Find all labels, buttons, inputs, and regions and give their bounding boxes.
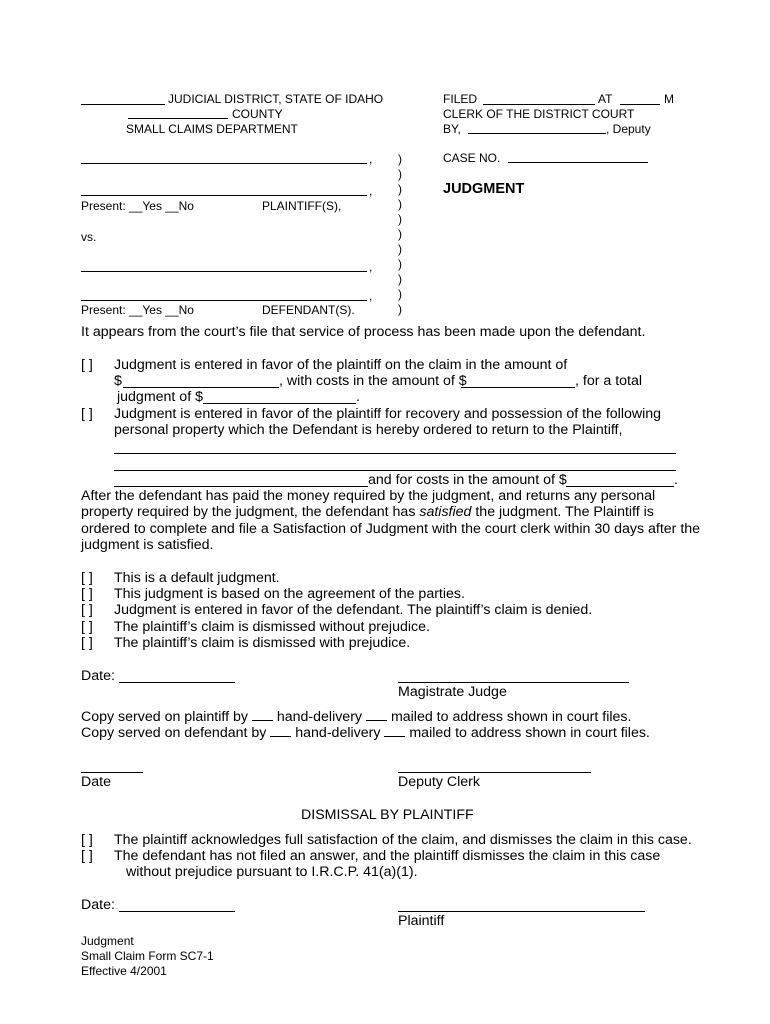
clerk-signature-line[interactable] [398, 772, 591, 773]
costs-text: , with costs in the amount of $ [279, 373, 467, 389]
case-no-blank[interactable] [508, 162, 648, 163]
defendant-hand-delivery-blank[interactable] [270, 726, 291, 737]
defendant-name-line-2[interactable] [81, 300, 367, 301]
property-judgment-text-1: Judgment is entered in favor of the plaintiff for recovery and possession of the following [114, 406, 662, 422]
satisfaction-line-2 [81, 504, 654, 520]
paren: ) [398, 227, 402, 241]
dismissed-with-prejudice-text: The plaintiff’s claim is dismissed with prejudice. [114, 635, 411, 651]
copy-defendant-line [81, 725, 650, 741]
dismissed-without-prejudice-checkbox[interactable]: [ ] [81, 619, 93, 635]
judge-signature-line[interactable] [398, 682, 629, 683]
plaintiff-date-blank[interactable] [119, 911, 235, 912]
defendant-favor-checkbox[interactable]: [ ] [81, 602, 93, 618]
by-label: BY, [443, 122, 461, 136]
footer-form-title: Judgment [81, 934, 134, 948]
defendant-name-line-1[interactable] [81, 271, 367, 272]
paren: ) [398, 242, 402, 256]
no-answer-dismissal-text-2: without prejudice pursuant to I.R.C.P. 41(a)(1). [126, 864, 418, 880]
no-answer-dismissal-text: The defendant has not filed an answer, and the plaintiff dismisses the claim in this case [114, 848, 661, 864]
judge-date-blank[interactable] [119, 682, 235, 683]
clerk-label: CLERK OF THE DISTRICT COURT [443, 107, 635, 121]
county-label: COUNTY [232, 107, 283, 121]
total-text: , for a total [575, 373, 643, 389]
total-judgment-blank[interactable] [203, 403, 356, 404]
department-label: SMALL CLAIMS DEPARTMENT [126, 122, 298, 136]
paren: ) [398, 257, 402, 271]
comma: , [369, 289, 373, 303]
vs-label: vs. [81, 230, 97, 244]
costs-amount-blank[interactable] [461, 387, 575, 388]
paren: ) [398, 182, 402, 196]
agreement-checkbox[interactable]: [ ] [81, 586, 93, 602]
default-judgment-text: This is a default judgment. [114, 570, 280, 586]
copy-plaintiff-line [81, 709, 631, 725]
money-judgment-checkbox[interactable]: [ ] [81, 357, 93, 373]
satisfaction-dismissal-text: The plaintiff acknowledges full satisfaction of the claim, and dismisses the claim in this case. [114, 832, 692, 848]
dollar-sign: $ [114, 373, 122, 389]
clerk-date-label: Date [81, 774, 111, 790]
district-blank[interactable] [81, 104, 165, 105]
by-blank[interactable] [468, 133, 606, 134]
plaintiff-hand-delivery-blank[interactable] [252, 710, 273, 721]
plaintiff-present-checkbox[interactable]: Present: __Yes __No [81, 199, 194, 213]
footer-form-number: Small Claim Form SC7-1 [81, 949, 214, 963]
deputy-label: , Deputy [606, 122, 651, 136]
plaintiff-signature-label: Plaintiff [398, 913, 445, 929]
satisfied-word: satisfied [419, 504, 472, 520]
period: . [356, 389, 360, 405]
service-statement: It appears from the court’s file that service of process has been made upon the defendant. [81, 324, 646, 340]
paren: ) [398, 287, 402, 301]
paren: ) [398, 167, 402, 181]
plaintiff-name-line-2[interactable] [81, 195, 367, 196]
satisfaction-line-4: judgment is satisfied. [81, 537, 214, 553]
judge-date-label: Date: [81, 668, 115, 684]
property-judgment-checkbox[interactable]: [ ] [81, 406, 93, 422]
paren: ) [398, 197, 402, 211]
property-costs-blank[interactable] [566, 486, 674, 487]
footer-effective-date: Effective 4/2001 [81, 964, 167, 978]
paren: ) [398, 302, 402, 316]
property-judgment-text-2: personal property which the Defendant is hereby ordered to return to the Plaintiff, [114, 422, 623, 438]
no-answer-dismissal-checkbox[interactable]: [ ] [81, 848, 93, 864]
comma: , [369, 152, 373, 166]
copy-defendant-c: mailed to address shown in court files. [409, 725, 650, 741]
filed-date-blank[interactable] [483, 104, 595, 105]
copy-plaintiff-b: hand-delivery [276, 709, 363, 725]
judgment-of-text: judgment of $ [117, 389, 203, 405]
filed-label: FILED [443, 92, 478, 106]
claim-amount-blank[interactable] [123, 387, 279, 388]
agreement-text: This judgment is based on the agreement of the parties. [114, 586, 465, 602]
satisfaction-line-3: ordered to complete and file a Satisfaction of Judgment with the court clerk within 30 days after the [81, 521, 701, 537]
plaintiff-mailed-blank[interactable] [366, 710, 387, 721]
plaintiffs-label: PLAINTIFF(S), [262, 199, 342, 213]
property-description-line-2[interactable] [114, 470, 676, 471]
paren: ) [398, 152, 402, 166]
county-blank[interactable] [128, 118, 228, 119]
satisfaction-line-2a: property required by the judgment, the defendant has [81, 504, 420, 520]
satisfaction-line-1: After the defendant has paid the money required by the judgment, and returns any personal [81, 488, 656, 504]
clerk-date-blank[interactable] [81, 772, 143, 773]
dismissed-without-prejudice-text: The plaintiff’s claim is dismissed without prejudice. [114, 619, 430, 635]
defendants-label: DEFENDANT(S). [262, 303, 355, 317]
paren: ) [398, 272, 402, 286]
comma: , [369, 184, 373, 198]
m-label: M [664, 92, 674, 106]
period: . [674, 472, 678, 488]
property-costs-text: and for costs in the amount of $ [368, 472, 567, 488]
copy-plaintiff-a: Copy served on plaintiff by [81, 709, 248, 725]
property-description-line-1[interactable] [114, 453, 676, 454]
satisfaction-dismissal-checkbox[interactable]: [ ] [81, 832, 93, 848]
copy-defendant-b: hand-delivery [295, 725, 381, 741]
default-judgment-checkbox[interactable]: [ ] [81, 570, 93, 586]
satisfaction-line-2c: the judgment. The Plaintiff is [471, 504, 654, 520]
money-judgment-text: Judgment is entered in favor of the plaintiff on the claim in the amount of [114, 357, 568, 373]
document-title: JUDGMENT [443, 181, 525, 197]
magistrate-judge-label: Magistrate Judge [398, 684, 507, 700]
comma: , [369, 260, 373, 274]
dismissal-heading: DISMISSAL BY PLAINTIFF [301, 807, 474, 823]
defendant-mailed-blank[interactable] [384, 726, 405, 737]
plaintiff-date-label: Date: [81, 897, 115, 913]
deputy-clerk-label: Deputy Clerk [398, 774, 481, 790]
defendant-favor-text: Judgment is entered in favor of the defendant. The plaintiff’s claim is denied. [114, 602, 593, 618]
property-description-line-3[interactable] [114, 486, 368, 487]
at-label: AT [598, 92, 613, 106]
copy-plaintiff-c: mailed to address shown in court files. [390, 709, 632, 725]
district-label: JUDICIAL DISTRICT, STATE OF IDAHO [168, 92, 384, 106]
plaintiff-name-line-1[interactable] [81, 163, 367, 164]
defendant-present-checkbox[interactable]: Present: __Yes __No [81, 303, 194, 317]
case-no-label: CASE NO. [443, 151, 501, 165]
plaintiff-signature-line[interactable] [398, 911, 645, 912]
copy-defendant-a: Copy served on defendant by [81, 725, 267, 741]
dismissed-with-prejudice-checkbox[interactable]: [ ] [81, 635, 93, 651]
filed-time-blank[interactable] [620, 104, 660, 105]
paren: ) [398, 212, 402, 226]
